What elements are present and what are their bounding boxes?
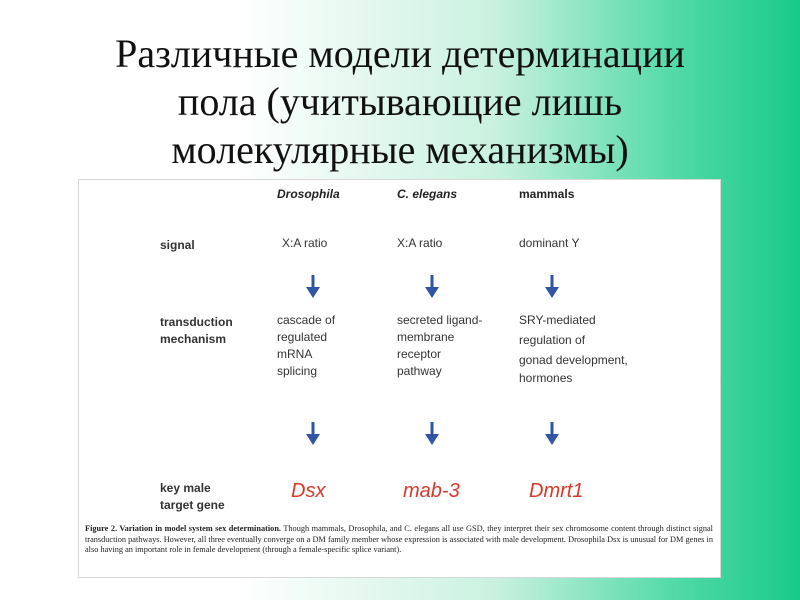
- title-line-3: молекулярные механизмы): [171, 127, 629, 172]
- transduction-mammals-1: SRY-mediated: [519, 313, 596, 327]
- arrow-down-icon: [424, 275, 440, 299]
- figure-image: [79, 180, 720, 577]
- transduction-mammals-2: regulation of: [519, 333, 586, 347]
- signal-celegans: X:A ratio: [397, 236, 443, 250]
- caption-label: Figure 2. Variation in model system sex determination.: [85, 524, 282, 533]
- transduction-celegans-2: membrane: [397, 330, 455, 344]
- caption-body: Though mammals, Drosophila, and C. elegans all use GSD, they interpret their sex chromosome content through distinct signal transduction pathways. However, all three eventually converge on a DM family member whose expression is associated with male development. Drosophila Dsx is unusual for DM genes in also having an important role in female development (through a female-specific splice variant).: [85, 524, 713, 554]
- arrow-down-icon: [305, 275, 321, 299]
- column-header-mammals: mammals: [519, 187, 575, 201]
- title-line-1: Различные модели детерминации: [115, 31, 685, 76]
- signal-mammals: dominant Y: [519, 236, 580, 250]
- transduction-drosophila-3: mRNA: [277, 347, 313, 361]
- figure-caption: [85, 524, 713, 556]
- transduction-drosophila-4: splicing: [277, 364, 318, 378]
- title-line-2: пола (учитывающие лишь: [177, 79, 623, 124]
- transduction-mammals-4: hormones: [519, 371, 573, 385]
- gene-mab-3: mab-3: [403, 480, 460, 502]
- row-label-signal: signal: [160, 238, 195, 252]
- transduction-drosophila-1: cascade of: [277, 313, 336, 327]
- transduction-celegans-3: receptor: [397, 347, 442, 361]
- row-label-transduction: transduction: [160, 315, 233, 329]
- arrow-down-icon: [544, 275, 560, 299]
- row-label-key-male: key male: [160, 481, 211, 495]
- transduction-mammals-3: gonad development,: [519, 353, 628, 367]
- arrow-down-icon: [544, 422, 560, 446]
- arrow-down-icon: [305, 422, 321, 446]
- row-label-target-gene: target gene: [160, 498, 225, 512]
- gene-dsx: Dsx: [291, 480, 326, 502]
- signal-drosophila: X:A ratio: [282, 236, 328, 250]
- transduction-celegans-1: secreted ligand-: [397, 313, 483, 327]
- transduction-celegans-4: pathway: [397, 364, 442, 378]
- arrow-down-icon: [424, 422, 440, 446]
- row-label-mechanism: mechanism: [160, 332, 227, 346]
- slide-title: [40, 30, 760, 174]
- gene-dmrt1: Dmrt1: [529, 480, 584, 502]
- transduction-drosophila-2: regulated: [277, 330, 328, 344]
- column-header-drosophila: Drosophila: [277, 187, 340, 201]
- column-header-celegans: C. elegans: [397, 187, 458, 201]
